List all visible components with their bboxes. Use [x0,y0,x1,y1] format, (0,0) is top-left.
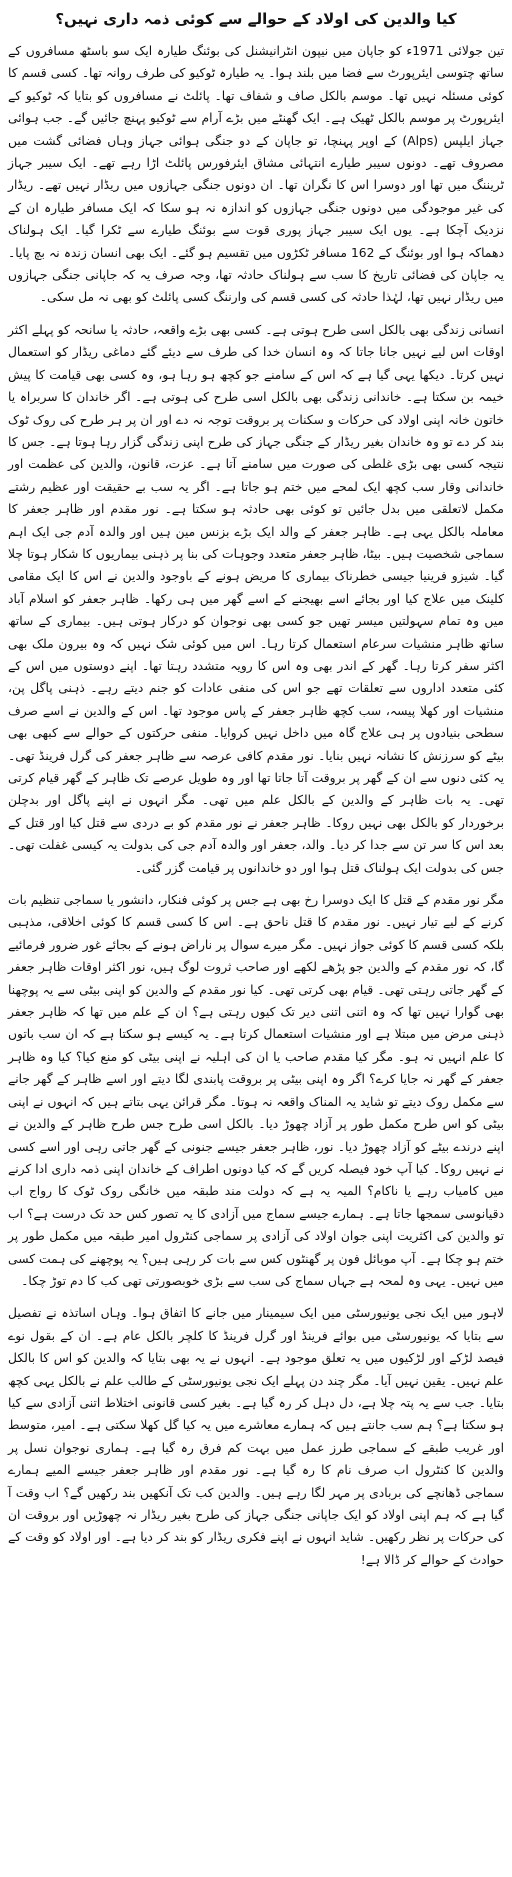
article-paragraph-4: لاہور میں ایک نجی یونیورسٹی میں ایک سیمینار میں جانے کا اتفاق ہوا۔ وہاں اساتذہ نے تفصیل سے بتایا کہ یونیورسٹی میں بوائے فرینڈ اور گرل فرینڈ کا کلچر بالکل عام ہے۔ ان کے بقول نوے فیصد لڑکے اور لڑکیوں میں یہ تعلق موجود ہے۔ انہوں نے یہ بھی بتایا کہ والدین کو اس کا بالکل علم نہیں۔ یقین نہیں آیا۔ مگر چند دن پہلے ایک نجی یونیورسٹی کے طالب علم نے بالکل یہی کچھ بتایا۔ جب سے یہ پتہ چلا ہے، دل دہل کر رہ گیا ہے۔ بغیر کسی قانونی اختلاط اتنی آزادی سے کیا ہو سکتا ہے؟ ہم سب جانتے ہیں کہ ہمارے معاشرے میں یہ کیا گل کھلا سکتی ہے۔ امیر، متوسط اور غریب طبقے کے سماجی طرز عمل میں بہت کم فرق رہ گیا ہے۔ ہماری نوجوان نسل پر والدین کا کنٹرول اب صرف نام کا رہ گیا ہے۔ نور مقدم اور ظاہر جعفر جیسے المیے ہمارے سماجی ڈھانچے کی بربادی پر مہر لگا رہے ہیں۔ والدین کب تک آنکھیں بند رکھیں گے؟ اب وقت آ گیا ہے کہ ہم اپنی اولاد کو ایک جاپانی جنگی جہاز کی طرح بغیر ریڈار نہ چھوڑیں اور بروقت ان کی حرکات پر نظر رکھیں۔ شاید انہوں نے اپنے فکری ریڈار کو بند کر دیا ہے۔ اور اولاد کو وقت کے حوادث کے حوالے کر ڈالا ہے! [8,1306,504,1567]
article-paragraph-1: تین جولائی 1971ء کو جاپان میں نیپون انٹرانیشنل کی بوئنگ طیارہ ایک سو باسٹھ مسافروں کے ساتھ چتوسی ایئرپورٹ سے فضا میں بلند ہوا۔ یہ طیارہ ٹوکیو کی طرف روانہ تھا۔ کسی قسم کا کوئی مسئلہ نہیں تھا۔ موسم بالکل صاف و شفاف تھا۔ پائلٹ نے مسافروں کو بتایا کہ ٹوکیو کے ایئرپورٹ پر موسم بالکل ٹھیک ہے۔ ایک گھنٹے میں بڑے آرام سے ٹوکیو پہنچ جائیں گے۔ جب ہوائی جہاز ایلپس (Alps) کے اوپر پہنچا، تو جاپان کے دو جنگی ہوائی جہاز وہاں فضائی گشت میں مصروف تھے۔ دونوں سیبر طیارے انتہائی مشاق ایئرفورس پائلٹ اڑا رہے تھے۔ ایک سیبر جہاز ٹریننگ میں تھا اور دوسرا اس کا نگران تھا۔ ان دونوں جنگی جہازوں میں ریڈار نہیں تھے۔ ریڈار کی غیر موجودگی میں دونوں جنگی جہازوں کو اندازہ نہ ہو سکا کہ ایک مسافر طیارہ ان کے نزدیک آچکا ہے۔ یوں ایک سیبر جہاز پوری قوت سے بوئنگ طیارے سے ٹکرا گیا۔ ایک ہولناک دھماکہ ہوا اور بوئنگ کے 162 مسافر ٹکڑوں میں تقسیم ہو گئے۔ ایک بھی انسان زندہ نہ بچ پایا۔ یہ جاپان کی فضائی تاریخ کا سب سے ہولناک حادثہ تھا، وجہ صرف یہ کہ جاپانی جنگی جہازوں میں ریڈار نہیں تھا، لہٰذا حادثہ کی کسی قسم کی وارننگ کسی پائلٹ کو بھی نہ مل سکی۔ [8,44,505,305]
article-paragraph-3: مگر نور مقدم کے قتل کا ایک دوسرا رخ بھی ہے جس پر کوئی فنکار، دانشور یا سماجی تنظیم بات کرنے کے لیے تیار نہیں۔ نور مقدم کا قتل ناحق ہے۔ اس کا کسی قسم کا کوئی اخلاقی، مذہبی بلکہ کسی قسم کا کوئی جواز نہیں۔ مگر میرے سوال پر ناراض ہونے کے بجائے غور ضرور فرمائیے گا، کہ نور مقدم کے والدین جو پڑھے لکھے اور صاحب ثروت لوگ ہیں، نور اکثر اوقات ظاہر جعفر کے گھر جاتی رہتی تھی۔ قیام بھی کرتی تھی۔ کیا نور مقدم کے والدین کو اپنی بیٹی سے یہ پوچھنا بھی گوارا نہیں تھا کہ وہ اتنی اتنی دیر تک کیوں رہتی ہے؟ ان کے علم میں تھا کہ ظاہر جعفر ذہنی مرض میں مبتلا ہے اور منشیات استعمال کرتا ہے۔ یہ کیسے ہو سکتا ہے کہ ان سب باتوں کا علم انہیں نہ ہو۔ مگر کیا مقدم صاحب یا ان کی اہلیہ نے اپنی بیٹی کو منع کیا؟ کیا وہ ظاہر جعفر کے گھر نہ جایا کرے؟ اگر وہ اپنی بیٹی پر بروقت پابندی لگا دیتے اور اسے ظاہر کے گھر جانے سے مکمل روک دیتے تو شاید یہ المناک واقعہ نہ ہوتا۔ مگر قرائن یہی بتاتے ہیں کہ انہوں نے اپنی بیٹی کو اس طرح مکمل طور پر آزاد چھوڑ دیا۔ بالکل اسی طرح جس طرح ظاہر کے والدین نے اپنے درندے بیٹے کو آزاد چھوڑ دیا۔ نور، ظاہر جعفر جیسے جنونی کے گھر جاتی رہی اور اسے کسی نے نہیں روکا۔ کیا آپ خود فیصلہ کریں گے کہ کیا دونوں اطراف کے خاندان اپنی ذمہ داری ادا کرنے میں کامیاب رہے یا ناکام؟ المیہ یہ ہے کہ دولت مند طبقہ میں خانگی روک ٹوک کا رواج اب دقیانوسی سمجھا جاتا ہے۔ ہمارے جیسے سماج میں آزادی کا یہ تصور کس حد تک درست ہے؟ اب تو والدین کی اکثریت اپنی جوان اولاد کی آزادی پر سماجی کنٹرول امیر طبقہ میں مکمل طور پر ختم ہو چکا ہے۔ آپ موبائل فون پر گھنٹوں کس سے بات کر رہی ہیں؟ یہ پوچھنے کی ہمت کسی میں نہیں۔ یہی وہ لمحہ ہے جہاں سماج کی سب سے بڑی خوبصورتی تھی کب کا دم توڑ چکا۔ [8,893,504,1288]
article-paragraph-2: انسانی زندگی بھی بالکل اسی طرح ہوتی ہے۔ کسی بھی بڑے واقعہ، حادثہ یا سانحہ کو پہلے اکثر اوقات اس لیے نہیں جانا جاتا کہ وہ انسان خدا کی طرف سے دیئے گئے دماغی ریڈار کو استعمال نہیں کرتا۔ دیکھا یہی گیا ہے کہ اس کے سامنے جو کچھ ہو رہا ہو، وہ کسی بھی قیامت کا پیش خیمہ بن سکتا ہے۔ خاندانی زندگی بھی بالکل اسی طرح کی ہوتی ہے۔ اگر خاندان کا سربراہ یا خاتون خانہ اپنی اولاد کی حرکات و سکنات پر بروقت توجہ نہ دے اور ان پر ہر طرح کی روک ٹوک بند کر دے تو وہ خاندان بغیر ریڈار کے جنگی جہاز کی طرح اپنی زندگی گزار رہا ہوتا ہے۔ جس کا نتیجہ کسی بھی بڑی غلطی کی صورت میں سامنے آتا ہے۔ عزت، قانون، والدین کی عظمت اور خاندانی وقار سب کچھ ایک لمحے میں ختم ہو جاتا ہے۔ اگر یہ سب بے حقیقت اور عظیم رشتے مکمل لاتعلقی میں بدل جائیں تو کوئی بھی حادثہ ہو سکتا ہے۔ نور مقدم اور ظاہر جعفر کا معاملہ بالکل یہی ہے۔ ظاہر جعفر کے والد ایک بڑے بزنس مین ہیں اور والدہ آدم جی ایک اہم سماجی شخصیت ہیں۔ بیٹا، ظاہر جعفر متعدد وجوہات کی بنا پر ذہنی بیماریوں کا شکار ہوتا چلا گیا۔ شیزو فرینیا جیسی خطرناک بیماری کا مریض ہونے کے باوجود والدین نے اس کا ایک مقامی کلینک میں علاج کیا اور بجائے اسے بھیجنے کے اسے گھر میں ہی رکھا۔ ظاہر جعفر کو اسلام آباد میں وہ تمام سہولتیں میسر تھیں جو کسی بھی نوجوان کو درکار ہوتی ہیں۔ بیماری کے ساتھ ساتھ ظاہر منشیات سرعام استعمال کرتا رہا۔ اس میں کوئی شک نہیں کہ وہ بیرون ملک بھی اکثر سفر کرتا رہا۔ گھر کے اندر بھی وہ اس کا رویہ متشدد رہتا تھا۔ اپنے دوستوں میں اس کے کئی متعدد اداروں سے تعلقات تھے جو اس کی منفی عادات کو جنم دیتے رہے۔ ذہنی پاگل پن، منشیات اور کھلا پیسہ، سب کچھ ظاہر جعفر کے پاس موجود تھا۔ اس کے والدین نے اسے صرف سطحی بنیادوں پر ہی علاج گاہ میں داخل نہیں کروایا۔ منفی حرکتوں کے حوالے سے کبھی بھی بیٹے کو سرزنش کا نشانہ نہیں بنایا۔ نور مقدم کافی عرصہ سے ظاہر جعفر کی گرل فرینڈ تھی۔ یہ کئی دنوں سے ان کے گھر پر بروقت آتا جاتا تھا اور وہ طویل عرصے تک ظاہر کے گھر قیام کرتی تھی۔ یہ بات ظاہر کے والدین کے بالکل علم میں تھی۔ مگر انہوں نے اپنے پاگل اور بدچلن برخوردار کو بالکل بھی نہیں روکا۔ ظاہر جعفر نے نور مقدم کو بے دردی سے قتل کیا اور قتل کے بعد اس کا سر تن سے جدا کر دیا۔ والد، جعفر اور والدہ آدم جی کی بدولت یہ کیسی غفلت تھی۔ جس کی بدولت ایک ہولناک قتل ہوا اور دو خاندانوں پر قیامت گزر گئی۔ [8,322,504,875]
article-headline: کیا والدین کی اولاد کے حوالے سے کوئی ذمہ داری نہیں؟ [55,10,457,28]
